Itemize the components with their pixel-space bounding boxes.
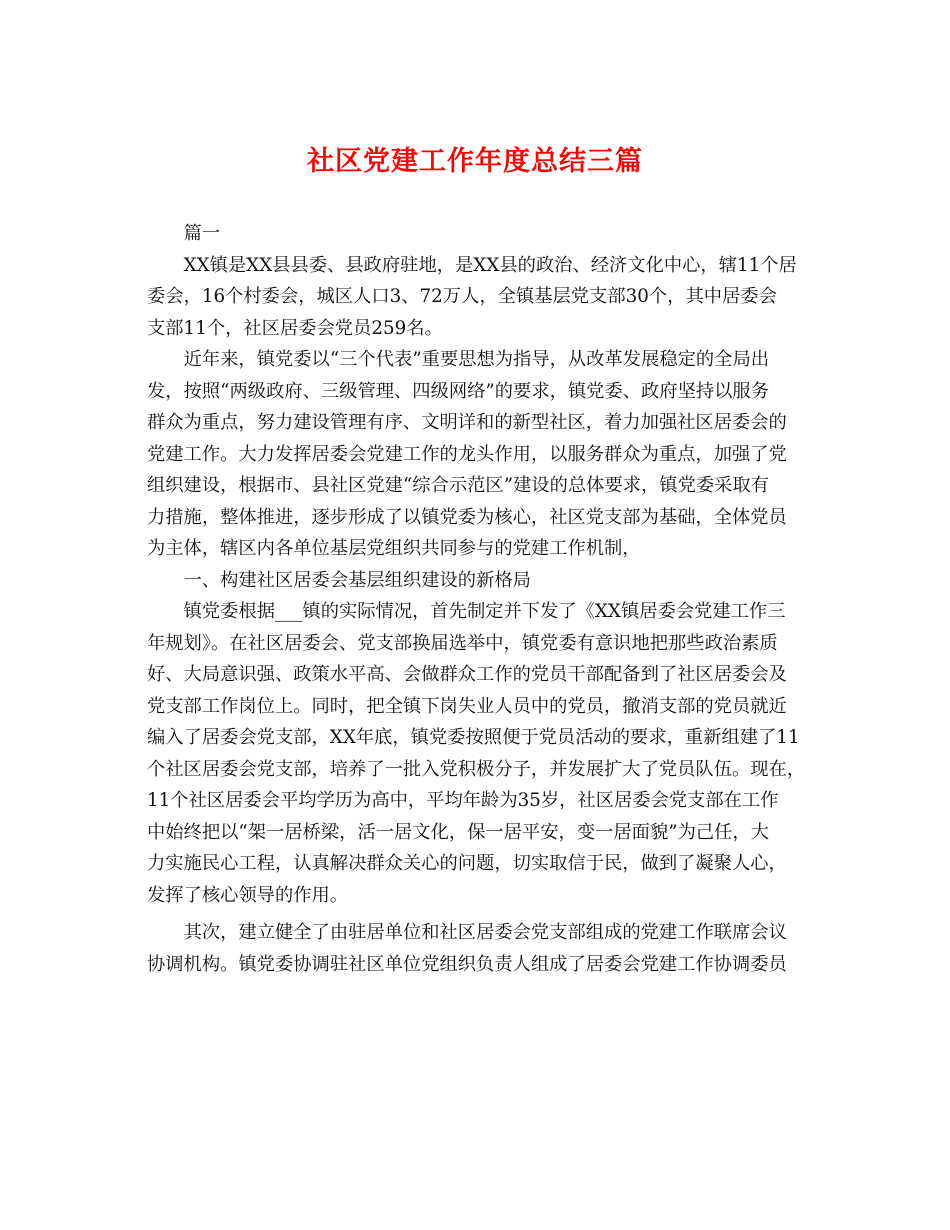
paragraph-line: 委会，16个村委会，城区人口3、72万人，全镇基层党支部30个，其中居委会 bbox=[147, 286, 777, 307]
paragraph-line: 协调机构。镇党委协调驻社区单位党组织负责人组成了居委会党建工作协调委员 bbox=[147, 953, 787, 975]
paragraph-line: 好、大局意识强、政策水平高、会做群众工作的党员干部配备到了社区居委会及 bbox=[147, 664, 787, 685]
document-body bbox=[147, 218, 807, 980]
document-title: 社区党建工作年度总结三篇 bbox=[307, 146, 643, 177]
paragraph-line: 编入了居委会党支部，XX年底，镇党委按照便于党员活动的要求，重新组建了11 bbox=[147, 727, 800, 748]
paragraph-line: 党支部工作岗位上。同时，把全镇下岗失业人员中的党员，撤消支部的党员就近 bbox=[147, 695, 787, 717]
paragraph-line: 其次，建立健全了由驻居单位和社区居委会党支部组成的党建工作联席会议 bbox=[183, 922, 787, 943]
paragraph-line: 支部11个，社区居委会党员259名。 bbox=[147, 317, 443, 339]
paragraph-joint-meeting bbox=[147, 917, 807, 980]
paragraph-line: 发，按照“两级政府、三级管理、四级网络”的要求，镇党委、政府坚持以服务 bbox=[147, 380, 769, 402]
paragraph-line: 篇一 bbox=[183, 223, 221, 244]
paragraph-line: 力措施，整体推进，逐步形成了以镇党委为核心，社区党支部为基础，全体党员 bbox=[147, 506, 787, 528]
paragraph-line: 发挥了核心领导的作用。 bbox=[147, 884, 349, 906]
paragraph-line: XX镇是XX县县委、县政府驻地，是XX县的政治、经济文化中心，辖11个居 bbox=[183, 254, 797, 276]
section-heading bbox=[147, 565, 807, 597]
paragraph-line: 近年来，镇党委以“三个代表”重要思想为指导，从改革发展稳定的全局出 bbox=[183, 349, 770, 370]
paragraph-line: 年规划》。在社区居委会、党支部换届选举中，镇党委有意识地把那些政治素质 bbox=[147, 632, 778, 654]
paragraph-party-plan bbox=[147, 596, 807, 911]
paragraph-line: 力实施民心工程，认真解决群众关心的问题，切实取信于民，做到了凝聚人心， bbox=[147, 853, 787, 874]
paragraph-line: 中始终把以“架一居桥梁，活一居文化，保一居平安，变一居面貌”为己任，大 bbox=[147, 821, 769, 843]
paragraph-line: 镇党委根据___镇的实际情况，首先制定并下发了《XX镇居委会党建工作三 bbox=[183, 601, 786, 622]
paragraph-line: 群众为重点，努力建设管理有序、文明详和的新型社区，着力加强社区居委会的 bbox=[147, 412, 787, 433]
paragraph-town-intro bbox=[147, 250, 807, 345]
paragraph-recent-years bbox=[147, 344, 807, 565]
paragraph-line: 组织建设，根据市、县社区党建“综合示范区”建设的总体要求，镇党委采取有 bbox=[147, 475, 769, 496]
paragraph-line: 11个社区居委会平均学历为高中，平均年龄为35岁，社区居委会党支部在工作 bbox=[147, 790, 779, 811]
paragraph-part-label bbox=[147, 218, 807, 250]
paragraph-line: 一、构建社区居委会基层组织建设的新格局 bbox=[183, 569, 531, 591]
paragraph-line: 党建工作。大力发挥居委会党建工作的龙头作用，以服务群众为重点，加强了党 bbox=[147, 443, 787, 465]
paragraph-line: 个社区居委会党支部，培养了一批入党积极分子，并发展扩大了党员队伍。现在， bbox=[147, 758, 806, 780]
paragraph-line: 为主体，辖区内各单位基层党组织共同参与的党建工作机制， bbox=[147, 538, 641, 559]
